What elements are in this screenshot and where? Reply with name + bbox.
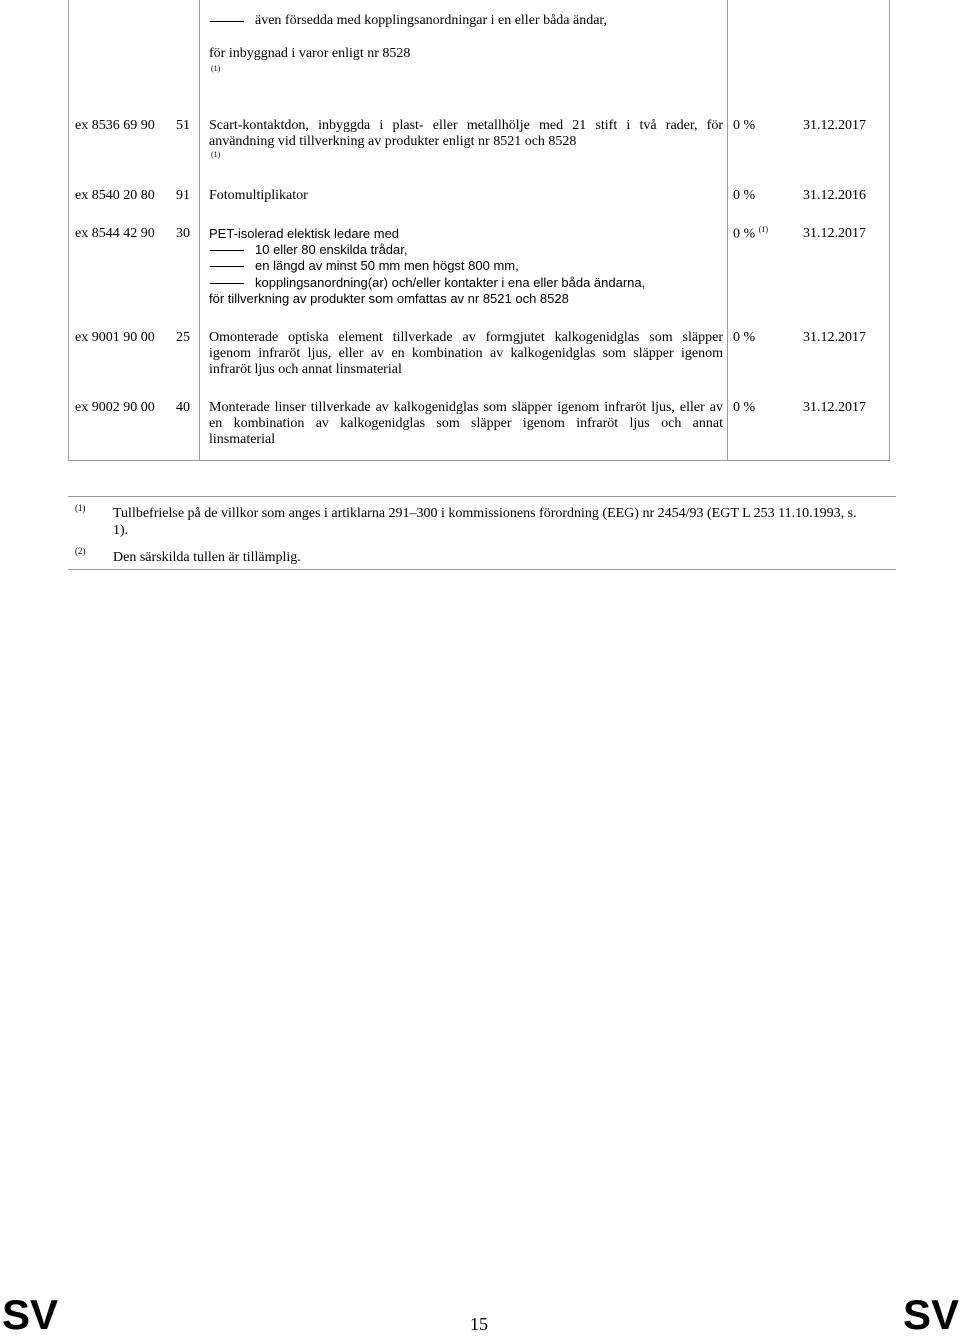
description-line: Fotomultiplikator: [209, 188, 308, 203]
footnote-text: Tullbefrielse på de villkor som anges i artiklarna 291–300 i kommissionens förordning (EEG) nr 2454/93 (EGT L 253 11.10.1993, s.: [113, 506, 857, 521]
duty-rate: [733, 226, 768, 243]
page-number: 15: [470, 1314, 488, 1334]
cn-code: ex 8544 42 90: [75, 226, 155, 241]
validity-date: 31.12.2017: [803, 400, 866, 415]
description-line: Scart-kontaktdon, inbyggda i plast- eller metallhölje med 21 stift i två rader, för: [209, 118, 723, 133]
cn-code: ex 9002 90 00: [75, 400, 155, 415]
validity-date: 31.12.2017: [803, 118, 866, 133]
column-divider-description: [199, 0, 200, 461]
continuation-line-1: även försedda med kopplingsanordningar i en eller båda ändar,: [255, 13, 608, 28]
description-line: Omonterade optiska element tillverkade av formgjutet kalkogenidglas som släpper: [209, 330, 723, 345]
dash-bullet: [210, 250, 244, 251]
language-code-left: SV: [2, 1291, 59, 1338]
description-line: infraröt ljus och annat linsmaterial: [209, 362, 402, 377]
dash-bullet: [210, 283, 244, 284]
footnote-mark: (1): [75, 503, 86, 513]
duty-rate-value: 0 %: [733, 226, 756, 242]
description-line: Monterade linser tillverkade av kalkogenidglas som släpper igenom infraröt ljus, eller av: [209, 400, 723, 415]
validity-date: 31.12.2017: [803, 330, 866, 345]
validity-date: 31.12.2017: [803, 226, 866, 241]
footnote-rule-bottom: [68, 569, 896, 570]
duty-rate: 0 %: [733, 400, 756, 415]
taric-code: 40: [176, 400, 190, 415]
description-line: för tillverkning av produkter som omfattas av nr 8521 och 8528: [209, 291, 569, 306]
description-footnote-ref: (1): [211, 150, 221, 159]
cn-code: ex 9001 90 00: [75, 330, 155, 345]
dash-bullet: [210, 21, 244, 22]
duty-rate-footnote-ref: (1): [758, 225, 768, 234]
description-line: en kombination av kalkogenidglas som släpper igenom infraröt ljus och annat: [209, 416, 723, 431]
description-line: linsmaterial: [209, 432, 276, 447]
duty-rate: 0 %: [733, 118, 756, 133]
cn-code: ex 8536 69 90: [75, 118, 155, 133]
cn-code: ex 8540 20 80: [75, 188, 155, 203]
footnote-rule-top: [68, 496, 896, 497]
description-line: kopplingsanordning(ar) och/eller kontakter i ena eller båda ändarna,: [255, 275, 646, 290]
description-line: igenom infraröt ljus, eller av en kombination av kalkogenidglas som släpper igenom: [209, 346, 723, 361]
footnote-text: Den särskilda tullen är tillämplig.: [113, 550, 301, 565]
taric-code: 25: [176, 330, 190, 345]
language-code-right: SV: [903, 1291, 960, 1338]
footnote-mark: (2): [75, 546, 86, 556]
duty-rate: 0 %: [733, 330, 756, 345]
description-line: en längd av minst 50 mm men högst 800 mm,: [255, 258, 519, 273]
description-line: 10 eller 80 enskilda trådar,: [255, 242, 408, 257]
duty-rate: 0 %: [733, 188, 756, 203]
taric-code: 30: [176, 226, 190, 241]
taric-code: 51: [176, 118, 190, 133]
description-line: användning vid tillverkning av produkter enligt nr 8521 och 8528: [209, 134, 577, 149]
dash-bullet: [210, 266, 244, 267]
column-divider-rate: [727, 0, 728, 461]
validity-date: 31.12.2016: [803, 188, 866, 203]
description-line: PET-isolerad elektisk ledare med: [209, 226, 400, 241]
taric-code: 91: [176, 188, 190, 203]
continuation-footnote-ref: (1): [211, 64, 221, 73]
continuation-line-2: för inbyggnad i varor enligt nr 8528: [209, 46, 411, 61]
footnote-text: 1).: [113, 523, 129, 538]
